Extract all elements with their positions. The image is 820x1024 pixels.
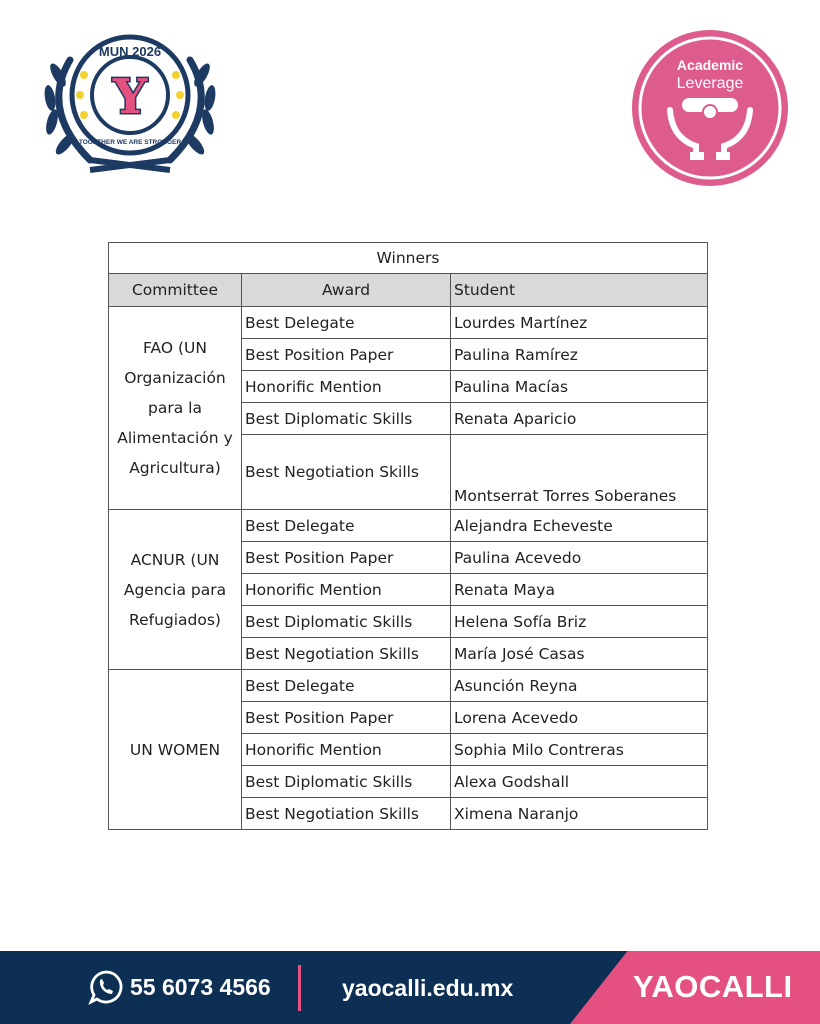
- award-cell: Best Negotiation Skills: [242, 435, 451, 510]
- committee-line: Agencia para: [123, 580, 227, 599]
- committee-line: FAO (UN: [143, 339, 207, 357]
- award-cell: Best Position Paper: [242, 542, 451, 574]
- award-cell: Best Negotiation Skills: [242, 798, 451, 830]
- table-row: [109, 670, 708, 702]
- student-cell: Asunción Reyna: [451, 670, 708, 702]
- header-committee: Committee: [109, 274, 242, 307]
- header-student: Student: [451, 274, 708, 307]
- footer-bar: [0, 951, 820, 1024]
- student-cell: Montserrat Torres Soberanes: [451, 435, 708, 510]
- committee-line: ACNUR (UN: [130, 550, 220, 569]
- brand-name: YAOCALLI: [633, 969, 793, 1004]
- table-row: [109, 307, 708, 339]
- committee-cell: [109, 307, 242, 510]
- website-link[interactable]: yaocalli.edu.mx: [342, 975, 514, 1001]
- logo-academic-text: Academic: [676, 57, 744, 73]
- award-cell: Best Position Paper: [242, 339, 451, 371]
- header-award: Award: [242, 274, 451, 307]
- award-cell: Honorific Mention: [242, 371, 451, 403]
- mun-2026-logo: [30, 20, 230, 180]
- logo-letter: Y: [112, 69, 148, 125]
- academic-leverage-logo: [630, 28, 790, 188]
- committee-line: para la: [148, 399, 202, 417]
- student-cell: Paulina Ramírez: [451, 339, 708, 371]
- student-cell: Paulina Acevedo: [451, 542, 708, 574]
- winners-table: [108, 242, 708, 830]
- award-cell: Best Delegate: [242, 670, 451, 702]
- whatsapp-icon: [88, 969, 124, 1005]
- committee-line: Organización: [124, 369, 226, 387]
- committee-line: Refugiados): [129, 610, 221, 629]
- logo-text-top: MUN 2026: [98, 44, 162, 59]
- committee-cell: [109, 670, 242, 830]
- student-cell: Helena Sofía Briz: [451, 606, 708, 638]
- logo-text-bottom: TOGETHER WE ARE STRONGER: [78, 139, 182, 146]
- committee-line: UN WOMEN: [129, 740, 221, 759]
- student-cell: Paulina Macías: [451, 371, 708, 403]
- student-cell: Renata Aparicio: [451, 403, 708, 435]
- footer-divider: [298, 965, 301, 1011]
- committee-cell: [109, 510, 242, 670]
- award-cell: Best Position Paper: [242, 702, 451, 734]
- award-cell: Best Delegate: [242, 510, 451, 542]
- award-cell: Honorific Mention: [242, 574, 451, 606]
- phone-contact[interactable]: [88, 969, 271, 1005]
- student-cell: Lourdes Martínez: [451, 307, 708, 339]
- phone-number: 55 6073 4566: [130, 973, 271, 1000]
- student-cell: Alejandra Echeveste: [451, 510, 708, 542]
- table-row: [109, 510, 708, 542]
- student-cell: Renata Maya: [451, 574, 708, 606]
- student-cell: Alexa Godshall: [451, 766, 708, 798]
- student-cell: Sophia Milo Contreras: [451, 734, 708, 766]
- committee-line: Agricultura): [129, 459, 221, 477]
- logo-leverage-text: Leverage: [676, 75, 744, 92]
- award-cell: Best Negotiation Skills: [242, 638, 451, 670]
- student-cell: Lorena Acevedo: [451, 702, 708, 734]
- student-cell: Ximena Naranjo: [451, 798, 708, 830]
- student-cell: María José Casas: [451, 638, 708, 670]
- committee-line: Alimentación y: [117, 429, 233, 447]
- award-cell: Best Diplomatic Skills: [242, 403, 451, 435]
- award-cell: Best Delegate: [242, 307, 451, 339]
- table-title: Winners: [109, 243, 708, 274]
- award-cell: Best Diplomatic Skills: [242, 606, 451, 638]
- award-cell: Best Diplomatic Skills: [242, 766, 451, 798]
- award-cell: Honorific Mention: [242, 734, 451, 766]
